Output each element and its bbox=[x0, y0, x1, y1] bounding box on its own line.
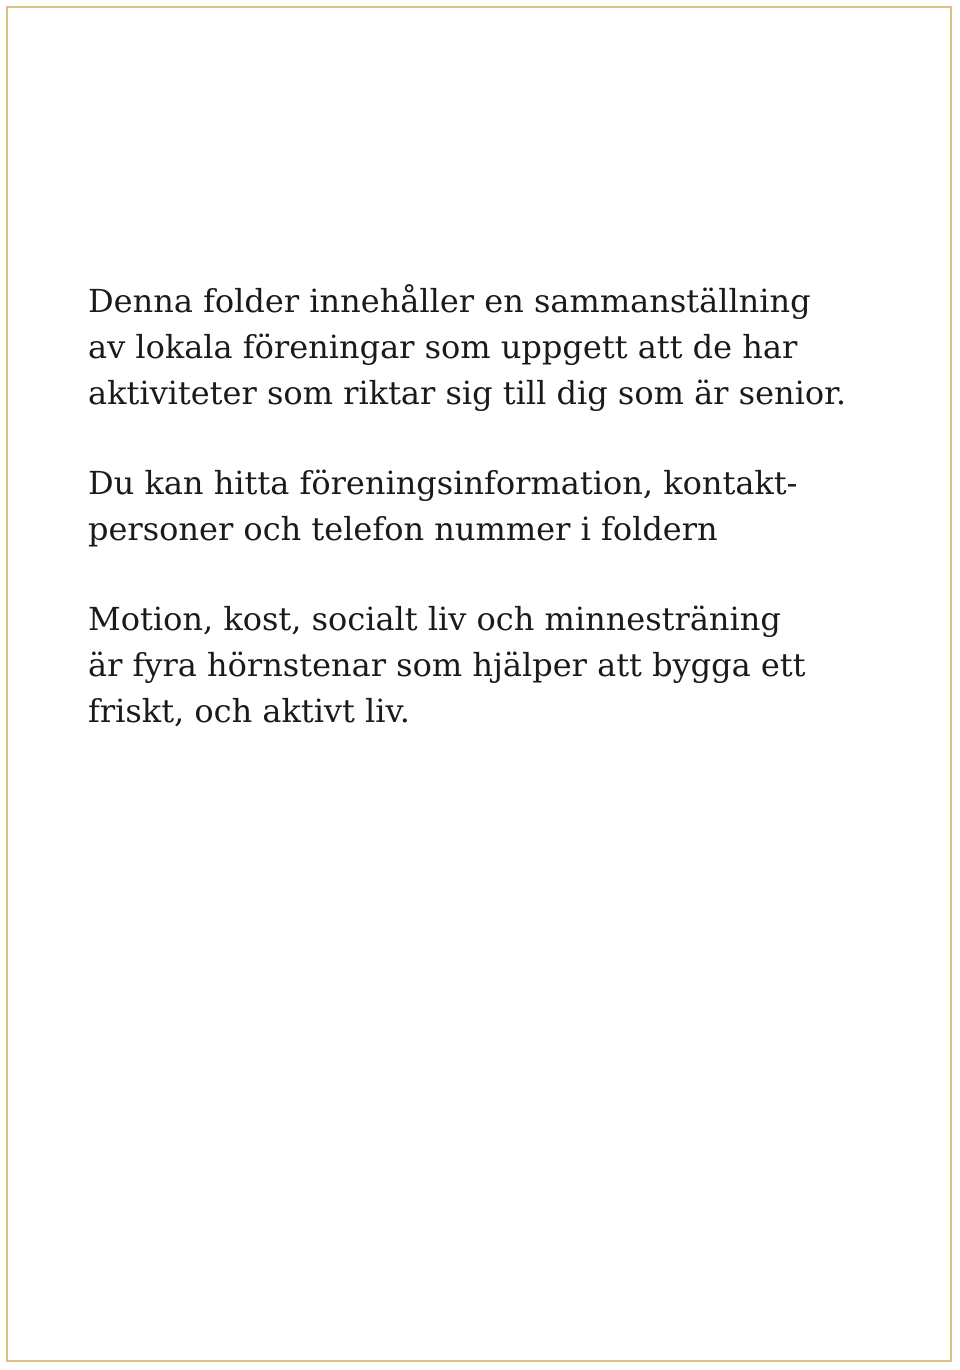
body-text bbox=[88, 278, 908, 734]
paragraph-contacts bbox=[88, 460, 908, 552]
paragraph-line: Denna folder innehåller en sammanställning bbox=[88, 282, 811, 320]
paragraph-line: aktiviteter som riktar sig till dig som är senior. bbox=[88, 374, 847, 412]
paragraph-line: friskt, och aktivt liv. bbox=[88, 692, 410, 730]
paragraph-line: är fyra hörnstenar som hjälper att bygga ett bbox=[88, 646, 806, 684]
paragraph-line: personer och telefon nummer i foldern bbox=[88, 510, 718, 548]
paragraph-line: av lokala föreningar som uppgett att de har bbox=[88, 328, 798, 366]
paragraph-line: Du kan hitta föreningsinformation, kontakt- bbox=[88, 464, 798, 502]
paragraph-cornerstones bbox=[88, 596, 908, 734]
page-frame bbox=[6, 6, 952, 1362]
paragraph-intro bbox=[88, 278, 908, 416]
paragraph-line: Motion, kost, socialt liv och minnesträning bbox=[88, 600, 781, 638]
